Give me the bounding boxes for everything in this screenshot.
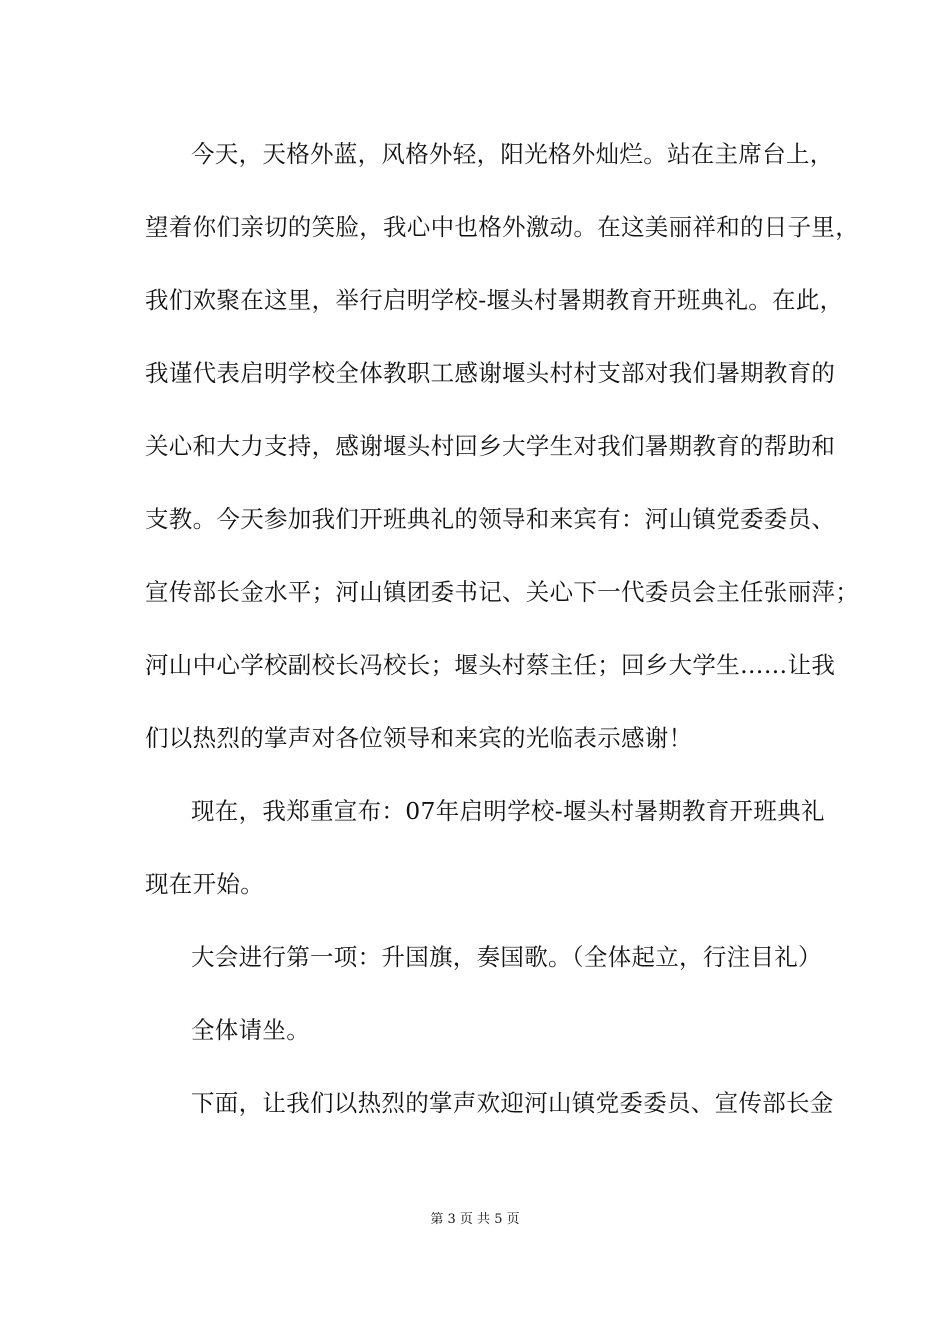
paragraph-line: 现在，我郑重宣布：07年启明学校-堰头村暑期教育开班典礼 — [191, 797, 825, 825]
paragraph-line: 大会进行第一项：升国旗，奏国歌。（全体起立，行注目礼） — [191, 943, 822, 971]
paragraph-line: 现在开始。 — [145, 870, 264, 898]
paragraph-line: 下面，让我们以热烈的掌声欢迎河山镇党委委员、宣传部长金 — [191, 1089, 834, 1117]
page-number-footer: 第 3 页 共 5 页 — [430, 1212, 520, 1227]
paragraph-line: 我谨代表启明学校全体教职工感谢堰头村村支部对我们暑期教育的 — [145, 359, 836, 387]
paragraph-line: 我们欢聚在这里，举行启明学校-堰头村暑期教育开班典礼。在此， — [145, 286, 844, 314]
paragraph-line: 全体请坐。 — [191, 1016, 310, 1044]
paragraph-line: 们以热烈的掌声对各位领导和来宾的光临表示感谢！ — [145, 724, 693, 752]
paragraph-line: 关心和大力支持，感谢堰头村回乡大学生对我们暑期教育的帮助和 — [145, 432, 836, 460]
paragraph-line: 宣传部长金水平；河山镇团委书记、关心下一代委员会主任张丽萍； — [145, 578, 859, 606]
paragraph-line: 河山中心学校副校长冯校长；堰头村蔡主任；回乡大学生……让我 — [145, 651, 836, 679]
paragraph-line: 望着你们亲切的笑脸，我心中也格外激动。在这美丽祥和的日子里， — [145, 213, 859, 241]
paragraph-line: 今天，天格外蓝，风格外轻，阳光格外灿烂。站在主席台上， — [191, 140, 834, 168]
paragraph-line: 支教。今天参加我们开班典礼的领导和来宾有：河山镇党委委员、 — [145, 505, 836, 533]
